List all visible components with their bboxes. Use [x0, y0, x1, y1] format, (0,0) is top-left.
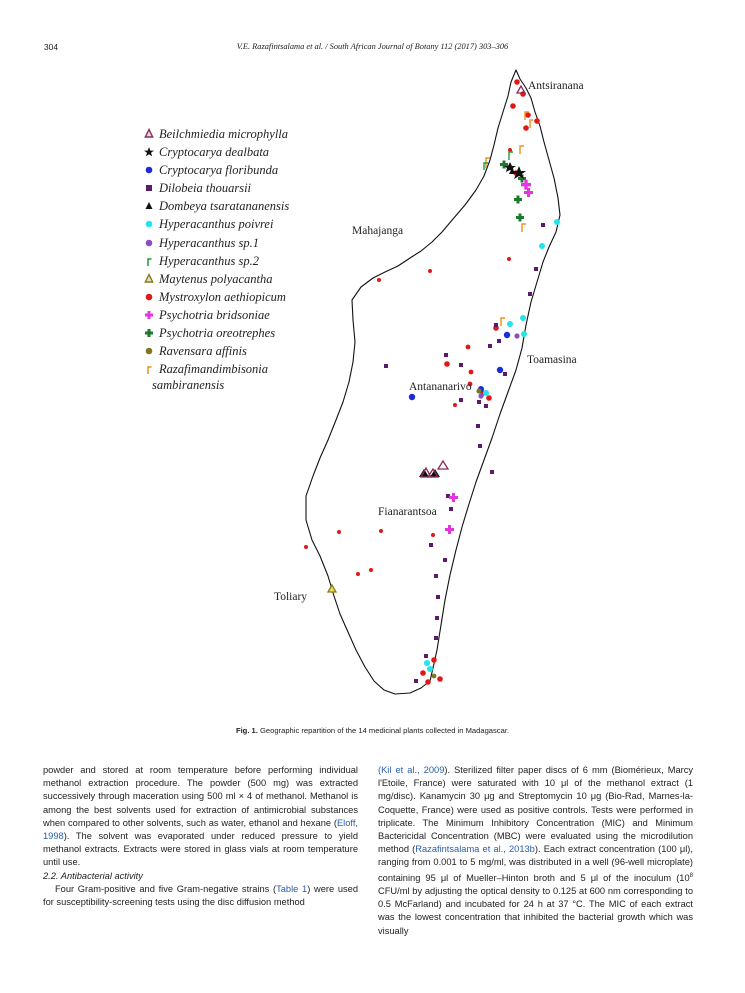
citation-link-razafintsalama[interactable]: Razafintsalama et al., 2013b	[415, 844, 535, 855]
plus-marker-icon	[143, 325, 155, 341]
plus-marker-icon	[143, 307, 155, 323]
left-column	[43, 764, 358, 909]
legend-item	[140, 253, 370, 271]
legend-item	[140, 361, 370, 395]
triangle-outline-marker-icon	[143, 271, 155, 287]
legend-label: Dombeya tsaratananensis	[159, 199, 290, 214]
circle-marker-icon	[143, 235, 155, 251]
section-heading: 2.2. Antibacterial activity	[43, 870, 143, 881]
legend-label: Psychotria oreotrephes	[159, 326, 276, 341]
legend-item	[140, 144, 370, 162]
legend-label: Hyperacanthus sp.1	[159, 235, 259, 250]
legend-label: Hyperacanthus sp.2	[159, 253, 259, 268]
legend-label: Mystroxylon aethiopicum	[159, 289, 286, 304]
legend-label: Cryptocarya floribunda	[159, 163, 279, 178]
paragraph-disc-diffusion: (Kil et al., 2009). Sterilized filter paper discs of 6 mm (Biomérieux, Marcy l'Etoile, France) were saturated with 10 μl of the methanol extract (1 mg/disc). Kanamycin 30 μg and Streptomycin 10 μg (Bio-Rad, Marnes-la-Coquette, France) were used as positive controls. Tests were performed in triplicate. The Minimum Inhibitory Concentration (MIC) and Minimum Bactericidal Concentration (MBC) were evaluated using the microdilution method (Razafintsalama et al., 2013b). Each extract concentration (100 μl), ranging from 0.001 to 5 mg/ml, was distributed in a well (96-well microplate) containing 95 μl of Mueller–Hinton broth and 5 μl of the inoculum ($10^8$ CFU/ml by adjusting the optical density to 0.125 at 600 nm corresponding to 0.5 McFarland) and incubated for 24 h at 37 °C. The MIC of each extract was the lowest concentration that inhibited the bacterial growth which was visually	[378, 765, 694, 936]
legend-label: Beilchmiedia microphylla	[159, 127, 289, 141]
legend-item	[140, 198, 370, 216]
circle-marker-icon	[143, 343, 155, 359]
legend-label: Psychotria bridsoniae	[159, 307, 270, 322]
circle-marker-icon	[143, 216, 155, 232]
city-label-toamasina: Toamasina	[527, 354, 577, 366]
triangle-outline-marker-icon	[143, 126, 155, 142]
running-title: V.E. Razafintsalama et al. / South African Journal of Botany 112 (2017) 303–306	[236, 42, 509, 51]
paragraph-strains: Four Gram-positive and five Gram-negative strains (Table 1) were used for susceptibility-screening tests using the disc diffusion method	[43, 883, 359, 908]
legend-item	[140, 180, 370, 198]
legend-label: Cryptocarya dealbata	[159, 145, 270, 160]
legend-label: Hyperacanthus poivrei	[159, 217, 274, 232]
legend-label: Dilobeia thouarsii	[159, 181, 252, 196]
paragraph-methanol-extraction: powder and stored at room temperature before performing individual methanol extraction procedure. The powder (500 mg) was extracted successively through maceration using 500 ml × 4 of methanol. Methanol is among the best solvents used for extraction of antimicrobial substances when compared to other solvents, such as water, ethanol and hexane (Eloff, 1998). The solvent was evaporated under reduced pressure to yield methanol extracts. Extracts were stored in glass vials at room temperature until use.	[43, 765, 358, 868]
flag-marker-icon	[143, 361, 155, 377]
map-legend	[140, 126, 370, 395]
circle-marker-icon	[143, 289, 155, 305]
city-label-fianarantsoa: Fianarantsoa	[378, 506, 437, 518]
legend-item	[140, 307, 370, 325]
city-label-antananarivo: Antananarivo	[409, 381, 472, 393]
citation-link-kil[interactable]: (Kil et al., 2009	[378, 765, 445, 775]
city-label-toliary: Toliary	[274, 591, 308, 603]
figure-label: Fig. 1.	[235, 726, 258, 735]
legend-label-continued: sambiranensis	[152, 378, 225, 393]
square-marker-icon	[143, 180, 155, 196]
star-marker-icon	[143, 144, 155, 160]
legend-label: Ravensara affinis	[159, 344, 247, 359]
table-link-table-1[interactable]: Table 1	[276, 883, 308, 894]
triangle-marker-icon	[143, 198, 155, 214]
legend-item	[140, 343, 370, 361]
city-label-mahajanga: Mahajanga	[352, 225, 404, 237]
legend-item	[140, 126, 370, 144]
citation-link-eloff[interactable]: Eloff, 1998	[43, 817, 358, 842]
legend-item	[140, 271, 370, 289]
legend-item	[140, 289, 370, 307]
right-column	[378, 764, 693, 938]
figure-caption	[0, 726, 745, 735]
flag-marker-icon	[143, 253, 155, 269]
legend-label: Razafimandimbisonia	[159, 362, 269, 377]
figure-caption-text: Geographic repartition of the 14 medicinal plants collected in Madagascar.	[257, 726, 510, 735]
legend-item	[140, 162, 370, 180]
legend-label: Maytenus polyacantha	[159, 271, 273, 286]
circle-marker-icon	[143, 162, 155, 178]
city-label-antsiranana: Antsiranana	[528, 80, 584, 92]
legend-item	[140, 216, 370, 234]
legend-item	[140, 325, 370, 343]
legend-item	[140, 235, 370, 253]
page-number: 304	[44, 42, 58, 52]
